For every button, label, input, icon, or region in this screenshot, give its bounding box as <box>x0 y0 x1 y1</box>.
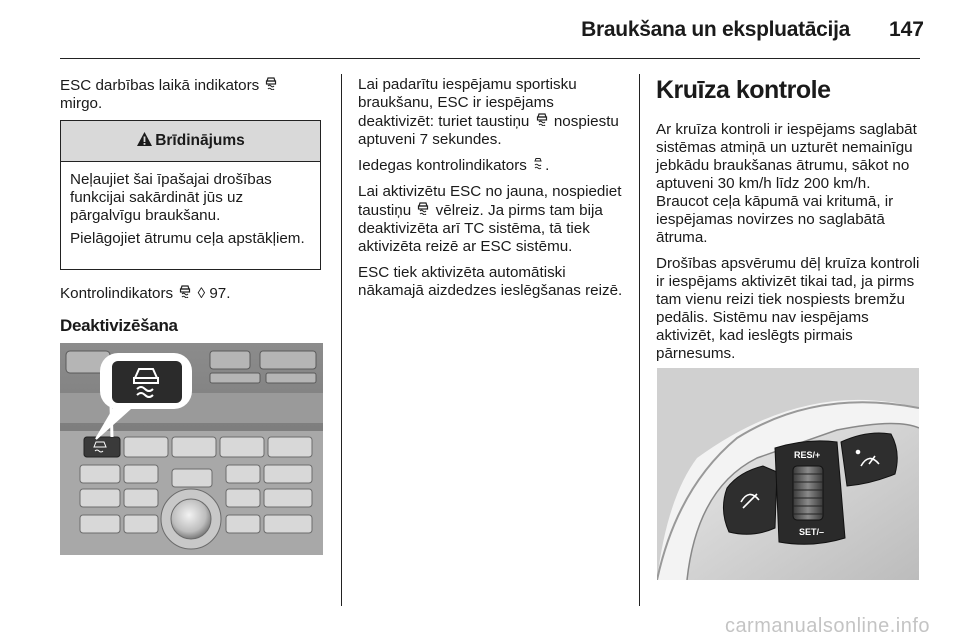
reactivate-text-a: Lai aktivizētu ESC no jauna, nospiediet taustiņu <box>358 183 622 219</box>
warning-body <box>61 162 320 248</box>
column-rule-1 <box>341 74 342 606</box>
column-3-text <box>656 76 926 363</box>
warning-triangle-icon <box>136 131 153 152</box>
reactivate-paragraph <box>358 183 630 256</box>
lights-up-text: Iedegas kontrolindikators <box>358 157 527 174</box>
page-number: 147 <box>888 18 924 41</box>
control-indicator-text: Kontrolindikators <box>60 285 174 302</box>
footer-watermark: carmanualsonline.info <box>724 615 930 637</box>
esc-off-icon-4 <box>417 201 429 220</box>
column-rule-2 <box>639 74 640 606</box>
reactivate-text-b: vēlreiz. Ja pirms tam bija deaktivizēta arī TC sistēma, tā tiek aktivizēta reizē ar ESC sistēmu. <box>358 202 603 255</box>
lights-up-end: . <box>545 157 550 174</box>
lights-up-paragraph <box>358 157 630 175</box>
indicator-text: ESC darbības laikā indikators <box>60 77 260 94</box>
control-indicator-ref: 97. <box>209 285 231 302</box>
set-minus-label: SET/– <box>799 527 825 537</box>
header-rule <box>60 58 920 59</box>
esc-indicator-icon <box>533 157 543 175</box>
warning-para-1: Neļaujiet šai īpašajai drošības funkcijai sakārdināt jūs uz pārgalvīgu braukšanu. <box>70 171 272 224</box>
steering-wheel-illustration <box>657 368 919 580</box>
deactivate-text-b: nospiestu aptuveni 7 sekundes. <box>358 113 619 148</box>
control-indicator-paragraph <box>60 284 330 303</box>
column-2-text <box>358 76 630 300</box>
cruise-intro-paragraph: Ar kruīza kontroli ir iespējams saglabāt sistēmas atmiņā un uzturēt nemainīgu jebkādu braukšanas ātrumu, sākot no aptuveni 30 km/h līdz 200 km/h. Braucot ceļa kāpumā vai kritumā, ir iespējamas novirzes no saglabātā ātruma. <box>656 121 917 246</box>
deactivate-text-a: Lai padarītu iespējamu sportisku braukšanu, ESC ir iespējams deaktivizēt: turiet taustiņu <box>358 76 577 130</box>
esc-off-icon-3 <box>536 112 548 131</box>
cruise-safety-paragraph: Drošības apsvērumu dēļ kruīza kontroli ir iespējams aktivizēt tikai tad, ja pirms tam vienu reizi tiek nospiests bremžu pedālis. Sistēmu nav iespējams aktivizēt, kad ieslēgts pirmais pārnesums. <box>656 255 920 362</box>
deactivate-paragraph <box>358 76 630 149</box>
esc-off-icon-2 <box>179 284 191 303</box>
warning-header <box>61 121 320 162</box>
console-illustration <box>60 343 323 555</box>
res-plus-label: RES/+ <box>794 450 821 460</box>
section-heading-cruise-control: Kruīza kontrole <box>656 76 831 104</box>
warning-box <box>60 120 321 270</box>
esc-off-icon <box>265 76 277 95</box>
indicator-paragraph <box>60 76 330 113</box>
running-header-title: Braukšana un ekspluatācija <box>581 18 850 41</box>
indicator-text-end: mirgo. <box>60 95 103 112</box>
auto-activate-paragraph: ESC tiek aktivizēta automātiski nākamajā aizdedzes ieslēgšanas reizē. <box>358 264 623 299</box>
warning-para-2: Pielāgojiet ātrumu ceļa apstākļiem. <box>70 230 305 247</box>
section-heading-deactivation: Deaktivizēšana <box>60 316 178 335</box>
page-ref-icon: ◊ <box>197 285 206 302</box>
warning-title: Brīdinājums <box>155 132 245 149</box>
